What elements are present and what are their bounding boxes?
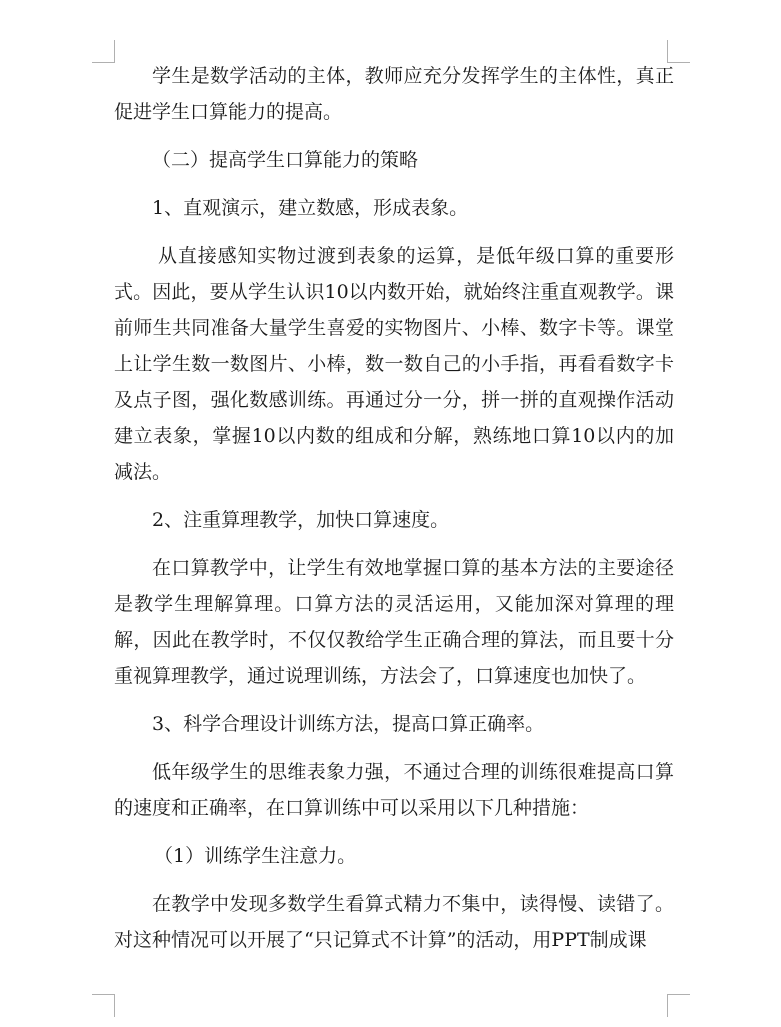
margin-corner-bottom-left [92,994,115,1017]
subheading-1: 1、直观演示，建立数感，形成表象。 [152,197,469,219]
subheading-2: 2、注重算理教学，加快口算速度。 [152,509,450,531]
document-body [114,58,674,958]
margin-corner-bottom-right [667,994,690,1017]
subheading-3-1: （1）训练学生注意力。 [154,845,357,867]
paragraph-2: 在口算教学中，让学生有效地掌握口算的基本方法的主要途径是教学生理解算理。口算方法的灵活运用，又能加深对算理的理解，因此在教学时，不仅仅教给学生正确合理的算法，而且要十分重视算理教学，通过说理训练，方法会了，口算速度也加快了。 [114,557,674,687]
subheading-3: 3、科学合理设计训练方法，提高口算正确率。 [152,713,545,735]
paragraph-3: 低年级学生的思维表象力强，不通过合理的训练很难提高口算的速度和正确率，在口算训练中可以采用以下几种措施： [114,761,674,819]
paragraph-intro: 学生是数学活动的主体，教师应充分发挥学生的主体性，真正促进学生口算能力的提高。 [114,65,674,123]
paragraph-4: 在教学中发现多数学生看算式精力不集中，读得慢、读错了。对这种情况可以开展了“只记算式不计算”的活动，用PPT制成课 [114,893,674,951]
margin-corner-top-left [92,40,115,63]
paragraph-1: 从直接感知实物过渡到表象的运算，是低年级口算的重要形式。因此，要从学生认识10以内数开始，就始终注重直观教学。课前师生共同准备大量学生喜爱的实物图片、小棒、数字卡等。课堂上让学生数一数图片、小棒，数一数自己的小手指，再看看数字卡及点子图，强化数感训练。再通过分一分，拼一拼的直观操作活动建立表象，掌握10以内数的组成和分解，熟练地口算10以内的加减法。 [114,245,674,483]
section-heading: （二）提高学生口算能力的策略 [152,149,419,171]
